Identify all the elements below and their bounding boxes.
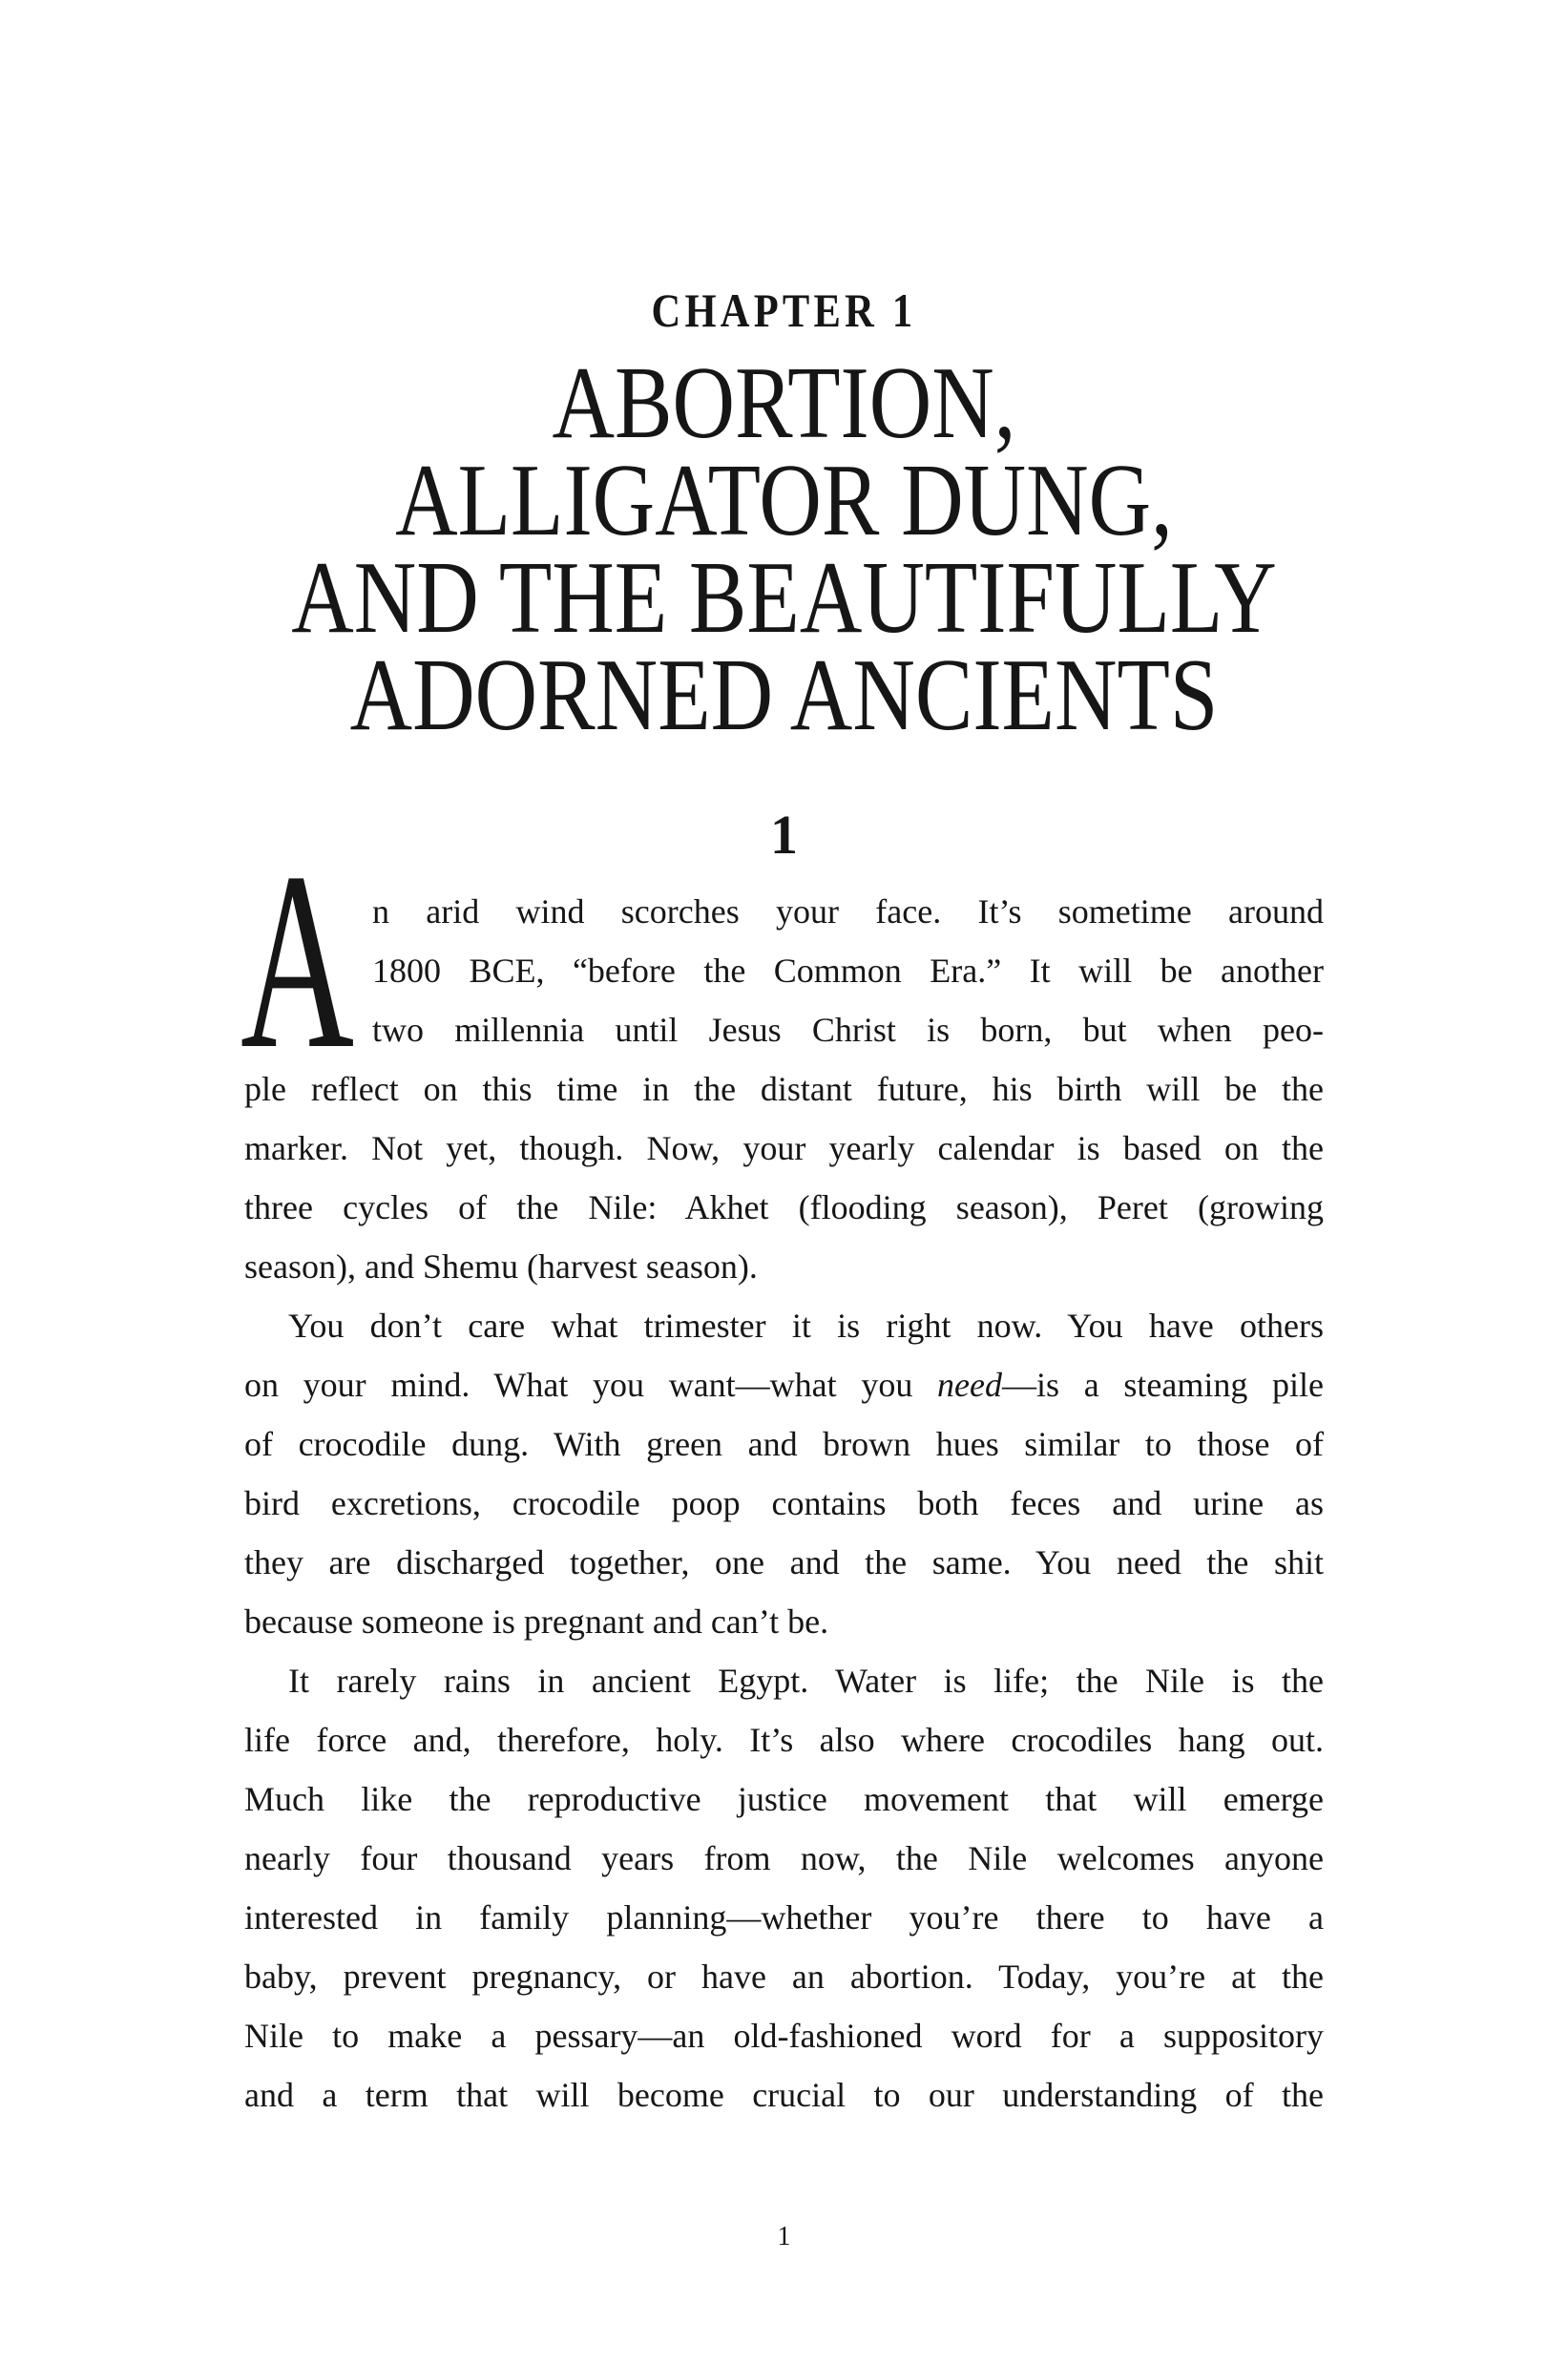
text-line: on your mind. What you want—what you need—is a steaming pile <box>244 1366 1324 1404</box>
paragraph <box>244 1296 1324 1651</box>
text-line: bird excretions, crocodile poop contains both feces and urine as <box>244 1484 1324 1522</box>
text-line: of crocodile dung. With green and brown hues similar to those of <box>244 1425 1324 1463</box>
text-line: because someone is pregnant and can’t be. <box>244 1602 829 1641</box>
text-line: nearly four thousand years from now, the Nile welcomes anyone <box>244 1839 1324 1877</box>
body-text <box>240 820 1324 2125</box>
chapter-label-text: CHAPTER 1 <box>651 283 917 337</box>
chapter-title-line: ADORNED ANCIENTS <box>349 639 1219 752</box>
text-line: You don’t care what trimester it is right now. You have others <box>288 1307 1324 1345</box>
text-line: baby, prevent pregnancy, or have an abortion. Today, you’re at the <box>244 1958 1324 1996</box>
drop-cap: A <box>240 820 355 1101</box>
text-line: interested in family planning—whether you’re there to have a <box>244 1898 1324 1937</box>
chapter-title-line: ABORTION, <box>552 346 1016 460</box>
chapter-label <box>0 283 1568 337</box>
text-line: three cycles of the Nile: Akhet (flooding season), Peret (growing <box>244 1188 1324 1226</box>
text-line: It rarely rains in ancient Egypt. Water is life; the Nile is the <box>288 1662 1324 1700</box>
text-line: n arid wind scorches your face. It’s sometime around <box>372 892 1324 931</box>
text-line: life force and, therefore, holy. It’s also where crocodiles hang out. <box>244 1721 1324 1759</box>
section-number: 1 <box>770 804 798 866</box>
text-line: they are discharged together, one and the same. You need the shit <box>244 1543 1324 1581</box>
paragraph <box>240 820 1324 1296</box>
text-line: season), and Shemu (harvest season). <box>244 1247 758 1286</box>
paragraph <box>244 1651 1324 2125</box>
chapter-title <box>0 346 1568 752</box>
text-line: Much like the reproductive justice movement that will emerge <box>244 1780 1324 1818</box>
text-line: marker. Not yet, though. Now, your yearly calendar is based on the <box>244 1129 1324 1167</box>
text-line: two millennia until Jesus Christ is born, but when peo- <box>372 1011 1324 1049</box>
text-line: and a term that will become crucial to our understanding of the <box>244 2076 1324 2114</box>
text-line: ple reflect on this time in the distant future, his birth will be the <box>244 1070 1324 1108</box>
chapter-title-line: AND THE BEAUTIFULLY <box>291 541 1277 655</box>
chapter-title-line: ALLIGATOR DUNG, <box>395 444 1173 557</box>
text-line: Nile to make a pessary—an old-fashioned word for a suppository <box>244 2017 1324 2055</box>
page-number: 1 <box>777 2222 791 2251</box>
text-line: 1800 BCE, “before the Common Era.” It will be another <box>372 952 1324 990</box>
